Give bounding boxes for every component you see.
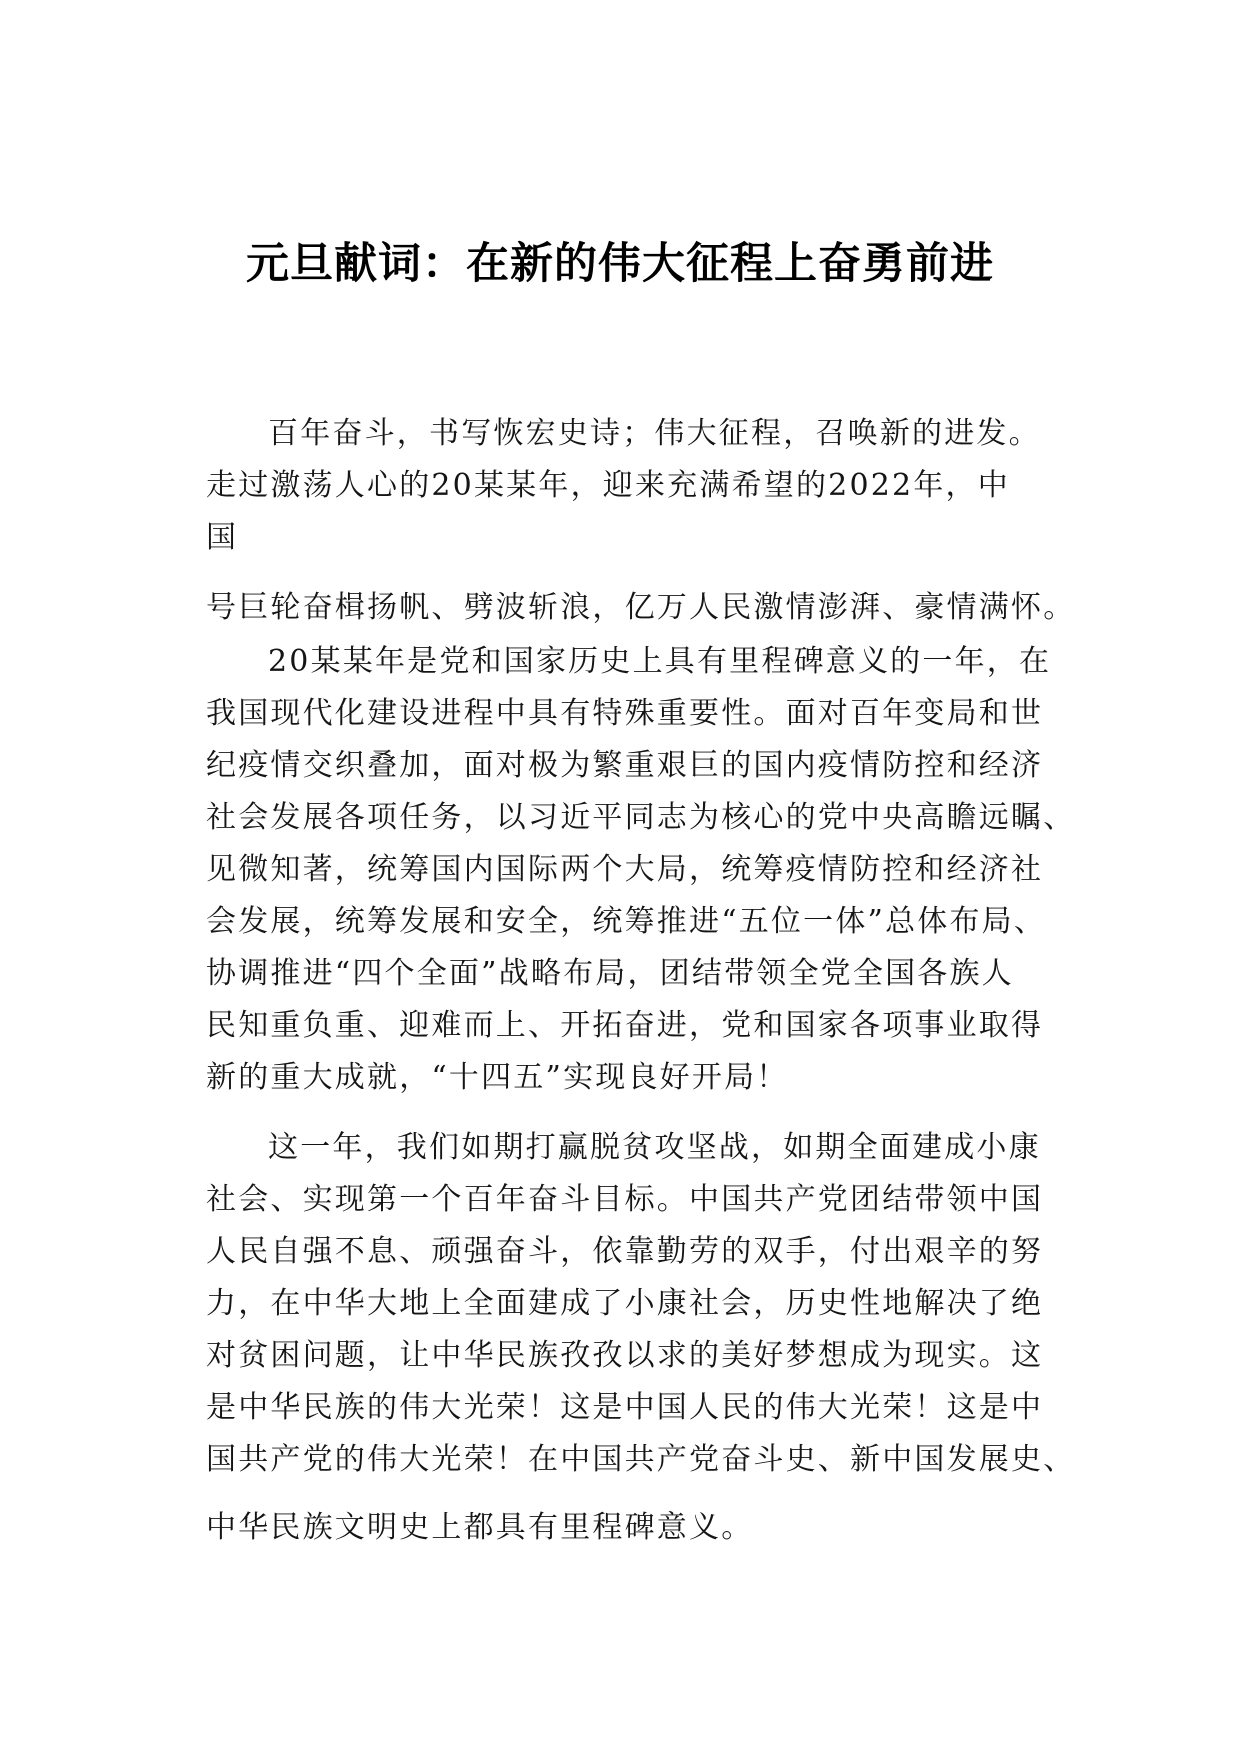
text-line: 会发展，统筹发展和安全，统筹推进“五位一体”总体布局、 xyxy=(206,904,1047,939)
text-line: 百年奋斗，书写恢宏史诗；伟大征程，召唤新的进发。 xyxy=(268,416,1041,451)
text-line: 社会发展各项任务，以习近平同志为核心的党中央高瞻远瞩、 xyxy=(206,800,1076,835)
text-line: 国共产党的伟大光荣！在中国共产党奋斗史、新中国发展史、 xyxy=(206,1442,1076,1477)
text-line: 新的重大成就，“十四五”实现良好开局！ xyxy=(206,1060,789,1095)
text-line: 社会、实现第一个百年奋斗目标。中国共产党团结带领中国 xyxy=(206,1182,1044,1217)
text-line: 见微知著，统筹国内国际两个大局，统筹疫情防控和经济社 xyxy=(206,852,1044,887)
text-line: 中华民族文明史上都具有里程碑意义。 xyxy=(206,1510,754,1545)
text-line: 这一年，我们如期打赢脱贫攻坚战，如期全面建成小康 xyxy=(268,1130,1041,1165)
text-line: 我国现代化建设进程中具有特殊重要性。面对百年变局和世 xyxy=(206,696,1044,731)
text-line: 20某某年是党和国家历史上具有里程碑意义的一年，在 xyxy=(268,644,1052,679)
text-line: 力，在中华大地上全面建成了小康社会，历史性地解决了绝 xyxy=(206,1286,1044,1321)
text-line: 走过激荡人心的20某某年，迎来充满希望的2022年，中 xyxy=(206,468,1010,503)
text-line: 号巨轮奋楫扬帆、劈波斩浪，亿万人民激情澎湃、豪情满怀。 xyxy=(206,590,1076,625)
text-line: 民知重负重、迎难而上、开拓奋进，党和国家各项事业取得 xyxy=(206,1008,1044,1043)
text-line: 是中华民族的伟大光荣！这是中国人民的伟大光荣！这是中 xyxy=(206,1390,1044,1425)
text-line: 人民自强不息、顽强奋斗，依靠勤劳的双手，付出艰辛的努 xyxy=(206,1234,1044,1269)
text-line: 协调推进“四个全面”战略布局，团结带领全党全国各族人 xyxy=(206,956,1014,991)
document-title: 元旦献词：在新的伟大征程上奋勇前进 xyxy=(246,239,994,289)
text-line: 国 xyxy=(206,520,239,555)
text-line: 对贫困问题，让中华民族孜孜以求的美好梦想成为现实。这 xyxy=(206,1338,1044,1373)
text-line: 纪疫情交织叠加，面对极为繁重艰巨的国内疫情防控和经济 xyxy=(206,748,1044,783)
